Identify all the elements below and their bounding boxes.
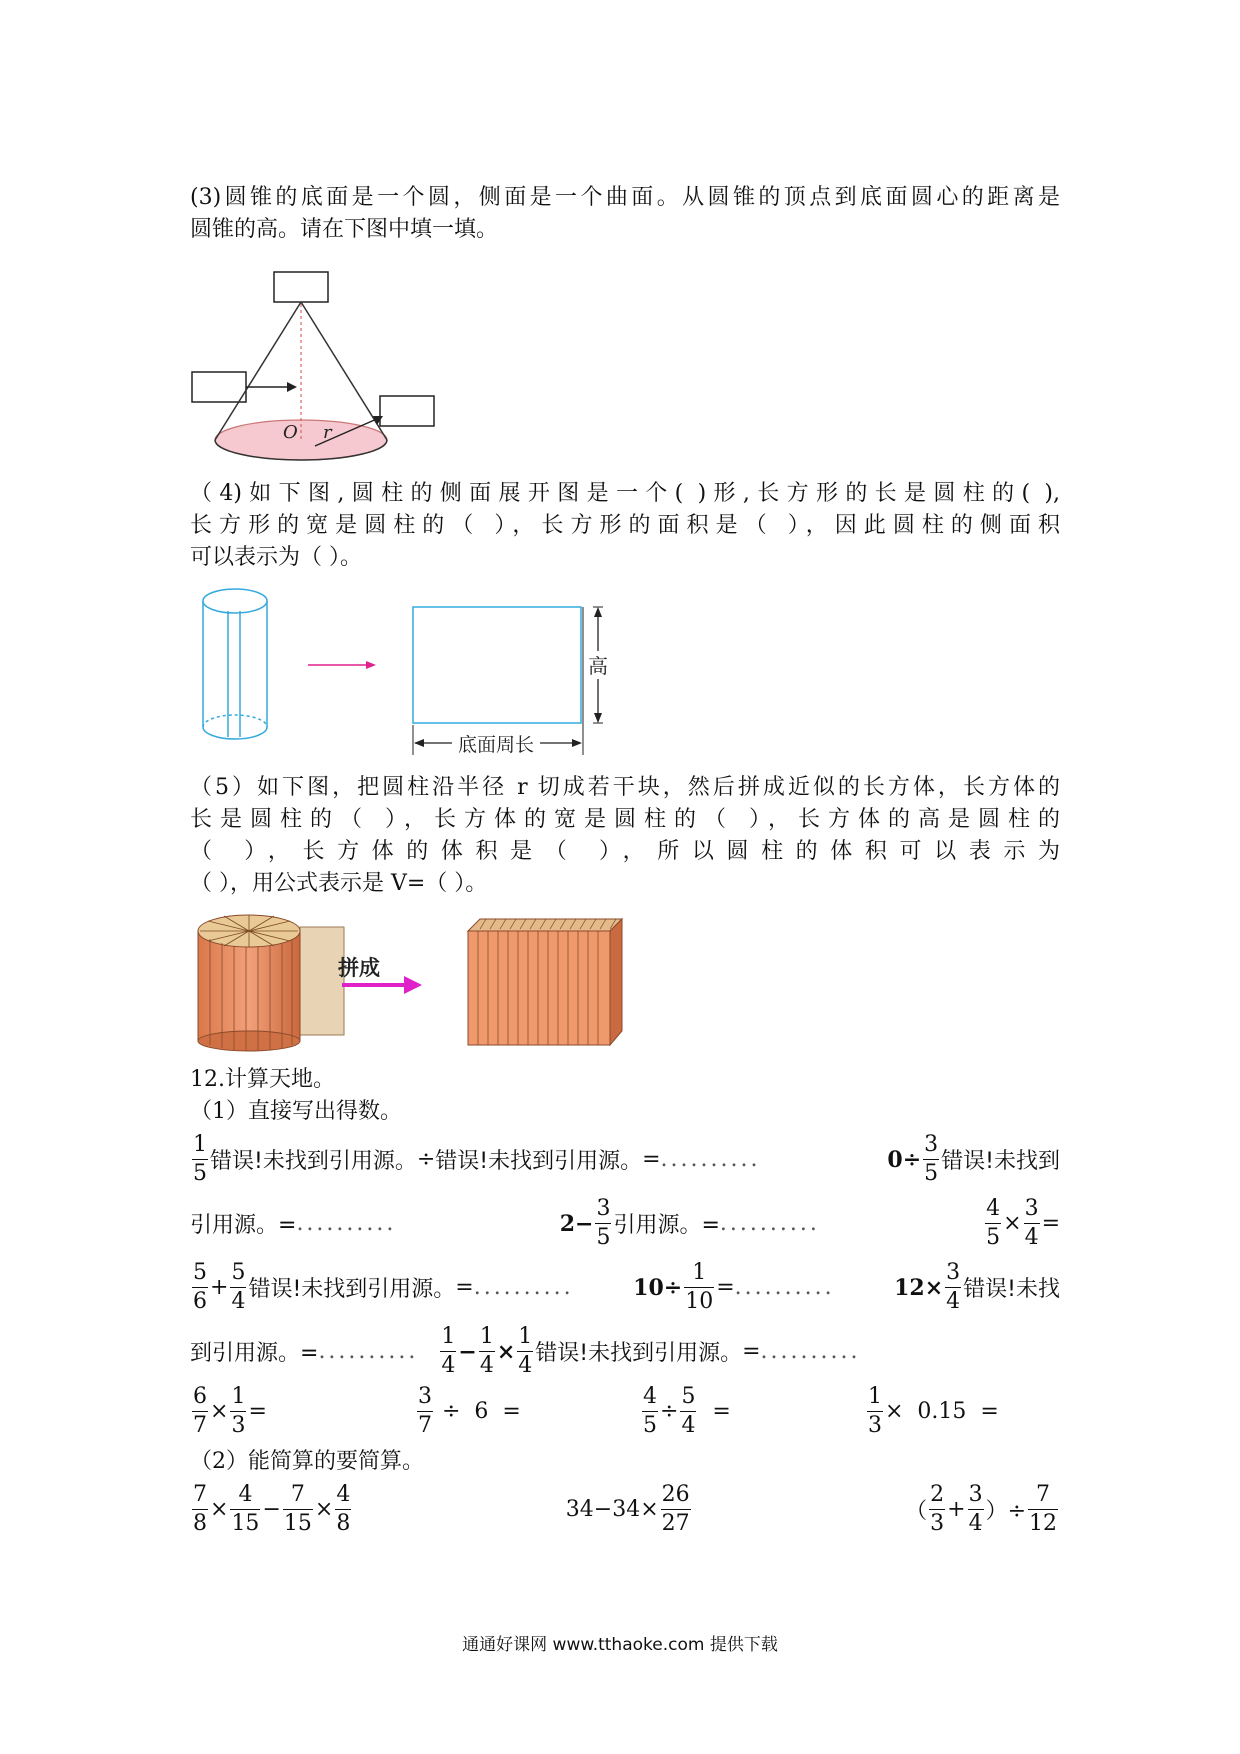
arrow-label: 拼成 [338,956,380,980]
height-label: 高 [588,654,608,678]
s12-sub1: （1）直接写出得数。 [190,1099,402,1124]
err-ref-head: 错误!未找 [963,1277,1060,1302]
answer-dots: .......... [660,1147,761,1172]
fraction: $\frac{1}{5}$ [193,1132,207,1186]
eq: = [248,1399,267,1424]
cone-r-label: r [323,422,332,443]
s12-sub2: （2）能简算的要简算。 [190,1449,424,1474]
q4-line2: 长方形的宽是圆柱的（ ），长方形的面积是（ ），因此圆柱的侧面积 [190,513,1060,538]
err-ref-tail: 错误!未找到引用源。 [535,1341,743,1366]
answer-dots: .......... [734,1275,835,1300]
q4-line1: （4)如下图,圆柱的侧面展开图是一个( )形,长方形的长是圆柱的( ), [190,481,1060,506]
q4-line3: 可以表示为（ ）。 [190,545,362,570]
err-ref: 错误!未找到引用源。 [210,1149,417,1174]
eq: = [455,1275,474,1300]
s12-title: 12.计算天地。 [190,1067,335,1092]
fraction: $\frac{5}{4}$ [231,1260,246,1314]
cone-right-edge [301,302,387,440]
calc-row-b: 引用源。= .......... 2− $\frac{3}{5}$ 引用源。= .......... $\frac{4}{5}$ × $\frac{3}{4}$ = [190,1196,1060,1250]
fraction: $\frac{1}{4}$ [441,1324,456,1378]
fraction: $\frac{4}{8}$ [336,1482,351,1536]
calc-row-f: $\frac{7}{8}$ × $\frac{4}{15}$ − $\frac{7}{15}$ × $\frac{4}{8}$ 34−34× $\frac{26}{27}$ （ $\frac{2}{3}$ + $\frac{3}{4}$ ）÷ $\frac{7}{12}$ [193,1482,1057,1536]
fraction: $\frac{7}{15}$ [283,1482,312,1536]
cylinder-icon [203,589,267,739]
q5-line1: （5）如下图，把圆柱沿半径 r 切成若干块，然后拼成近似的长方体，长方体的 [190,775,1060,800]
fraction: $\frac{1}{3}$ [231,1384,246,1438]
eq: = [742,1339,761,1364]
err-ref: 错误!未找到引用源。 [248,1277,456,1302]
calc-row-c: $\frac{5}{6}$ + $\frac{5}{4}$ 错误!未找到引用源。 = .......... 10÷ $\frac{1}{10}$ = .......... 12× $\frac{3}{4}$ 错误!未找 [193,1260,1060,1314]
fraction: $\frac{3}{7}$ [418,1384,432,1438]
fraction: $\frac{7}{12}$ [1029,1482,1057,1536]
fraction: $\frac{3}{4}$ [968,1482,983,1536]
base-circumference-label: 底面周长 [457,734,535,756]
fraction: $\frac{5}{6}$ [193,1260,207,1314]
cylinder-to-cuboid-diagram [190,905,640,1055]
err-ref-tail: 到引用源。= [190,1341,319,1366]
fraction: $\frac{4}{15}$ [231,1482,260,1536]
cuboid [468,919,622,1045]
cylinder-unfold-diagram [190,585,630,760]
calc-row-e: $\frac{6}{7}$ × $\frac{1}{3}$ = $\frac{3}{7}$ ÷ 6 = $\frac{4}{5}$ ÷ $\frac{5}{4}$ = $\frac{1}{3}$ × 0.15 = [193,1384,999,1438]
q5-line4: （ ），用公式表示是 V=（ ）。 [190,871,488,896]
fraction: $\frac{7}{8}$ [193,1482,207,1536]
calc-row-d: 到引用源。= .......... $\frac{1}{4}$ − $\frac{1}{4}$ × $\frac{1}{4}$ 错误!未找到引用源。 = .......... [190,1324,861,1378]
answer-dots: .......... [473,1275,574,1300]
cone-apex-box [274,272,328,302]
fraction: $\frac{2}{3}$ [930,1482,945,1536]
fraction: $\frac{3}{4}$ [1024,1196,1039,1250]
cone-radius-box [380,396,434,426]
answer-dots: .......... [719,1211,820,1236]
err-ref-tail: 引用源。= [190,1213,297,1238]
fraction: $\frac{5}{4}$ [681,1384,696,1438]
cone-o-label: O [283,422,298,443]
cone-height-box [192,372,246,402]
eq: = [716,1275,735,1300]
eq: = [642,1147,661,1172]
answer-dots: .......... [760,1339,861,1364]
fraction: $\frac{3}{5}$ [924,1132,939,1186]
eq: = [1041,1211,1060,1236]
err-ref-head: 错误!未找到 [941,1149,1060,1174]
fraction: $\frac{1}{4}$ [518,1324,533,1378]
q5-line3: （ ），长方体的体积是（ ），所以圆柱的体积可以表示为 [190,839,1060,864]
answer-dots: .......... [296,1211,397,1236]
q3-line1: (3)圆锥的底面是一个圆，侧面是一个曲面。从圆锥的顶点到底面圆心的距离是 [190,185,1060,210]
q5-line2: 长是圆柱的（ ），长方体的宽是圆柱的（ ），长方体的高是圆柱的 [190,807,1060,832]
fraction: $\frac{26}{27}$ [661,1482,690,1536]
fraction: $\frac{1}{3}$ [868,1384,882,1438]
fraction: $\frac{1}{4}$ [479,1324,494,1378]
fraction: $\frac{3}{5}$ [596,1196,611,1250]
cone-left-edge [215,302,301,440]
cone-diagram [185,268,445,468]
err-ref: 错误!未找到引用源。 [435,1149,643,1174]
sliced-cylinder [198,915,344,1051]
answer-dots: .......... [318,1339,419,1364]
calc-row-a: $\frac{1}{5}$ 错误!未找到引用源。 ÷ 错误!未找到引用源。 = .......... 0÷ $\frac{3}{5}$ 错误!未找到 [193,1132,1060,1186]
fraction: $\frac{4}{5}$ [643,1384,657,1438]
fraction: $\frac{3}{4}$ [946,1260,961,1314]
fraction: $\frac{6}{7}$ [193,1384,207,1438]
footer: 通通好课网 www.tthaoke.com 提供下载 [462,1635,778,1655]
fraction: $\frac{1}{10}$ [685,1260,714,1314]
q3-line2: 圆锥的高。请在下图中填一填。 [190,217,499,242]
err-ref-tail: 引用源。= [613,1213,720,1238]
fraction: $\frac{4}{5}$ [986,1196,1001,1250]
unfolded-rectangle [413,607,581,723]
